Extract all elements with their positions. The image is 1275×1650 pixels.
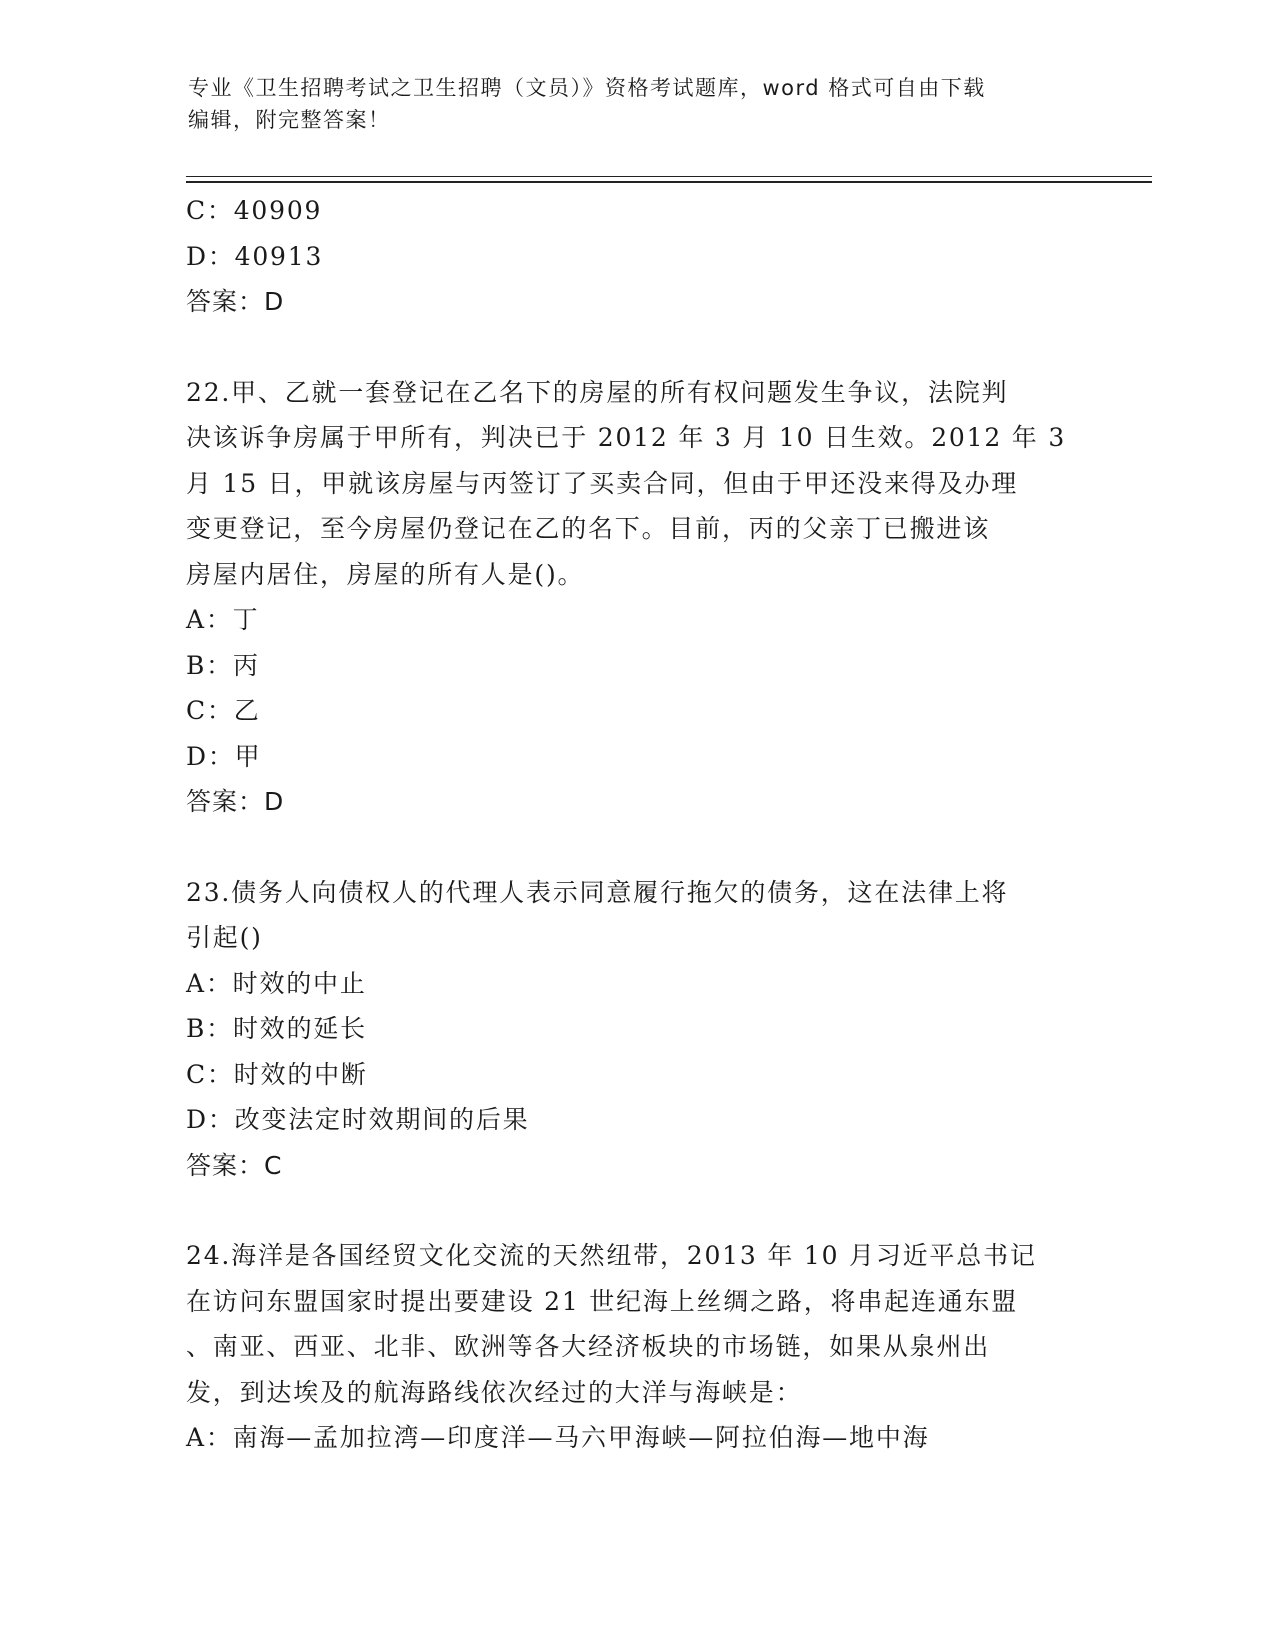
spacer <box>186 1188 1086 1233</box>
document-body <box>186 188 1086 1461</box>
question-text-line: 引起() <box>186 923 263 952</box>
spacer <box>186 325 1086 370</box>
option-d: D：40913 <box>186 241 324 271</box>
header-divider-thick <box>186 181 1152 183</box>
question-text-line: 23.债务人向债权人的代理人表示同意履行拖欠的债务，这在法律上将 <box>186 877 1009 907</box>
question-24 <box>186 1233 1086 1461</box>
answer-line: 答案：D <box>186 787 285 816</box>
option-c: C：时效的中断 <box>186 1059 368 1089</box>
question-text-line: 房屋内居住，房屋的所有人是()。 <box>186 559 585 589</box>
option-a: A：时效的中止 <box>186 968 367 998</box>
option-d: D：甲 <box>186 741 262 771</box>
header-line-1: 专业《卫生招聘考试之卫生招聘（文员）》资格考试题库，word 格式可自由下载 <box>188 76 986 100</box>
answer-line: 答案：D <box>186 287 285 316</box>
option-c: C：乙 <box>186 696 261 725</box>
question-text-line: 在访问东盟国家时提出要建设 21 世纪海上丝绸之路，将串起连通东盟 <box>186 1286 1019 1316</box>
question-text-line: 发，到达埃及的航海路线依次经过的大洋与海峡是： <box>186 1377 803 1407</box>
question-text-line: 变更登记，至今房屋仍登记在乙的名下。目前，丙的父亲丁已搬进该 <box>186 514 991 543</box>
option-d: D：改变法定时效期间的后果 <box>186 1105 530 1134</box>
option-b: B：丙 <box>186 650 260 680</box>
option-a: A：丁 <box>186 605 260 634</box>
prev-question-block <box>186 188 1086 325</box>
option-c: C：40909 <box>186 196 323 225</box>
header-divider-thin <box>186 176 1152 177</box>
question-text-line: 决该诉争房属于甲所有，判决已于 2012 年 3 月 10 日生效。2012 年 3 <box>186 423 1067 452</box>
question-23 <box>186 870 1086 1189</box>
question-text-line: 月 15 日，甲就该房屋与丙签订了买卖合同，但由于甲还没来得及办理 <box>186 468 1019 498</box>
option-a: A：南海—孟加拉湾—印度洋—马六甲海峡—阿拉伯海—地中海 <box>186 1423 930 1452</box>
question-text-line: 、南亚、西亚、北非、欧洲等各大经济板块的市场链，如果从泉州出 <box>186 1332 991 1361</box>
spacer <box>186 825 1086 870</box>
answer-line: 答案：C <box>186 1150 283 1180</box>
question-22 <box>186 370 1086 825</box>
question-text-line: 24.海洋是各国经贸文化交流的天然纽带，2013 年 10 月习近平总书记 <box>186 1241 1037 1270</box>
question-text-line: 22.甲、乙就一套登记在乙名下的房屋的所有权问题发生争议，法院判 <box>186 377 1009 407</box>
document-header <box>188 72 1068 136</box>
option-b: B：时效的延长 <box>186 1014 367 1043</box>
header-line-2: 编辑，附完整答案！ <box>188 108 391 132</box>
